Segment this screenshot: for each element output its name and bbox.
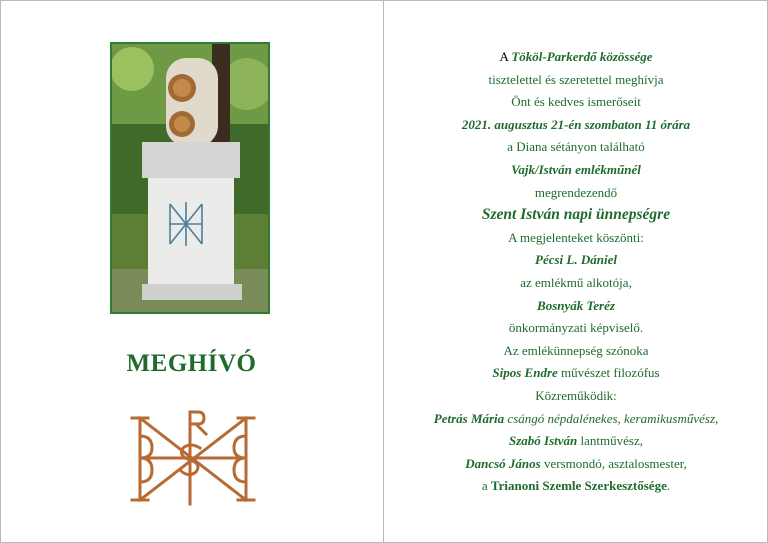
greeter-name-2: Bosnyák Teréz bbox=[537, 297, 615, 313]
performer-name-2: Szabó István bbox=[509, 433, 578, 449]
monogram-emblem bbox=[128, 408, 258, 508]
line-organizer: A Tököl-Parkerdő közössége bbox=[499, 49, 653, 64]
line-guests: Önt és kedves ismerőseit bbox=[511, 94, 641, 110]
line-invites: tisztelettel és szeretettel meghívja bbox=[488, 71, 664, 87]
event-date: 2021. augusztus 21-én szombaton 11 órára bbox=[461, 116, 691, 132]
line-location-intro: a Diana sétányon található bbox=[507, 139, 645, 155]
line-held: megrendezendő bbox=[534, 184, 618, 200]
line-speaker-intro: Az emlékünnepség szónoka bbox=[503, 342, 649, 358]
invitation-title: MEGHÍVÓ bbox=[126, 350, 257, 377]
greeter-role-2: önkormányzati képviselő. bbox=[508, 320, 644, 336]
organizer-name: Tököl-Parkerdő közössége bbox=[511, 49, 653, 64]
performer-name-4: Trianoni Szemle Szerkesztősége bbox=[490, 478, 667, 494]
line-performer-4: a Trianoni Szemle Szerkesztősége. bbox=[481, 478, 671, 494]
line-greeting-intro: A megjelenteket köszönti: bbox=[508, 229, 644, 245]
event-place: Vajk/István emlékműnél bbox=[511, 161, 641, 177]
line-performer-1: Petrás Mária csángó népdalénekes, keramikusművész, bbox=[433, 410, 719, 426]
speaker-name: Sipos Endre bbox=[492, 365, 558, 381]
line-performers-intro: Közreműködik: bbox=[535, 387, 617, 403]
greeter-role-1: az emlékmű alkotója, bbox=[520, 274, 632, 290]
event-name: Szent István napi ünnepségre bbox=[481, 206, 671, 224]
performer-name-3: Dancsó János bbox=[465, 455, 541, 471]
greeter-name-1: Pécsi L. Dániel bbox=[535, 252, 617, 268]
line-performer-2: Szabó István lantművész, bbox=[509, 433, 643, 449]
line-speaker: Sipos Endre művészet filozófus bbox=[492, 365, 660, 381]
monument-photo bbox=[110, 42, 270, 314]
line-performer-3: Dancsó János versmondó, asztalosmester, bbox=[465, 455, 687, 471]
performer-name-1: Petrás Mária bbox=[433, 410, 505, 426]
invitation-text bbox=[384, 46, 768, 498]
